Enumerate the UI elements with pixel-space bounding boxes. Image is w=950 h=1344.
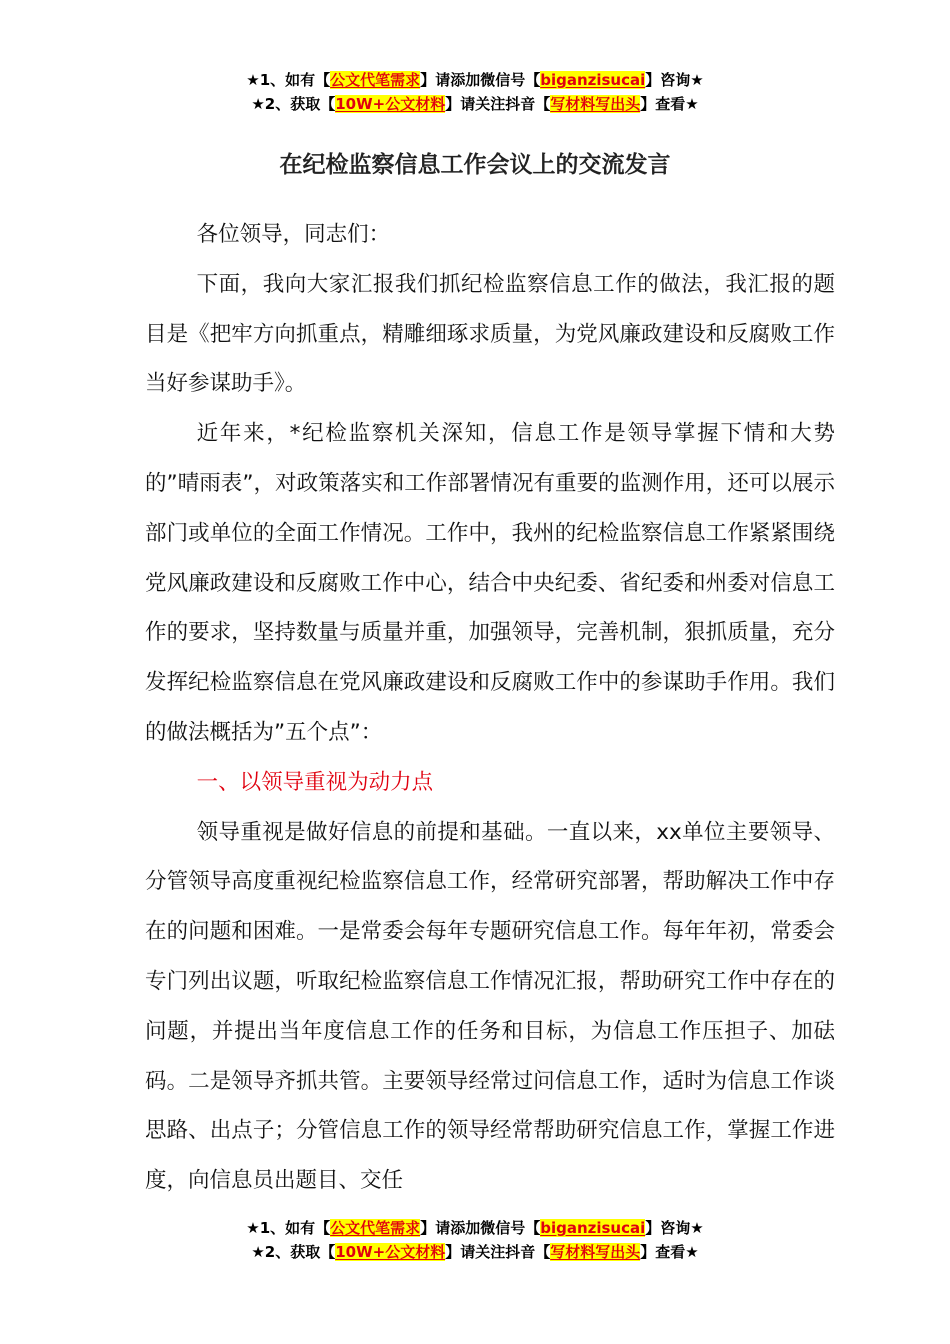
greeting: 各位领导，同志们： xyxy=(196,222,391,247)
document-title: 在纪检监察信息工作会议上的交流发言 xyxy=(279,152,671,178)
paragraph: 下面，我向大家汇报我们抓纪检监察信息工作的做法，我汇报的题目是《把牢方向抓重点，精雕细琢求质量，为党风廉政建设和反腐败工作当好参谋助手》。 xyxy=(145,271,835,397)
banner-text: 】请关注抖音【 xyxy=(445,95,551,113)
bottom-banner xyxy=(0,1216,950,1264)
banner-text: ★2、获取【 xyxy=(251,1243,336,1261)
banner-highlight: 公文代笔需求 xyxy=(330,1219,421,1237)
banner-text: 】请添加微信号【 xyxy=(420,1219,541,1237)
douyin-account-highlight: 写材料写出头 xyxy=(550,95,641,113)
banner-text: 】请关注抖音【 xyxy=(445,1243,551,1261)
document-body xyxy=(145,210,835,1206)
banner-highlight: 公文代笔需求 xyxy=(330,71,421,89)
banner-highlight: 10W+公文材料 xyxy=(335,95,446,113)
wechat-id-highlight: biganzisucai xyxy=(540,71,646,89)
douyin-account-highlight: 写材料写出头 xyxy=(550,1243,641,1261)
banner-text: ★1、如有【 xyxy=(246,1219,331,1237)
banner-text: ★1、如有【 xyxy=(246,71,331,89)
banner-line-1 xyxy=(0,1216,950,1240)
banner-text: 】咨询★ xyxy=(645,1219,704,1237)
banner-text: ★2、获取【 xyxy=(251,95,336,113)
top-banner xyxy=(0,68,950,116)
section-heading: 一、以领导重视为动力点 xyxy=(196,769,434,795)
paragraph: 领导重视是做好信息的前提和基础。一直以来，xx单位主要领导、分管领导高度重视纪检监察信息工作，经常研究部署，帮助解决工作中存在的问题和困难。一是常委会每年专题研究信息工作。每年年初，常委会专门列出议题，听取纪检监察信息工作情况汇报，帮助研究工作中存在的问题，并提出当年度信息工作的任务和目标，为信息工作压担子、加砝码。二是领导齐抓共管。主要领导经常过问信息工作，适时为信息工作谈思路、出点子；分管信息工作的领导经常帮助研究信息工作，掌握工作进度，向信息员出题目、交任 xyxy=(145,819,835,1194)
banner-text: 】查看★ xyxy=(640,95,699,113)
banner-line-1 xyxy=(0,68,950,92)
paragraph: 近年来，*纪检监察机关深知，信息工作是领导掌握下情和大势的”晴雨表”，对政策落实和工作部署情况有重要的监测作用，还可以展示部门或单位的全面工作情况。工作中，我州的纪检监察信息工作紧紧围绕党风廉政建设和反腐败工作中心，结合中央纪委、省纪委和州委对信息工作的要求，坚持数量与质量并重，加强领导，完善机制，狠抓质量，充分发挥纪检监察信息在党风廉政建设和反腐败工作中的参谋助手作用。我们的做法概括为”五个点”： xyxy=(145,421,835,745)
banner-text: 】请添加微信号【 xyxy=(420,71,541,89)
banner-line-2 xyxy=(0,1240,950,1264)
banner-highlight: 10W+公文材料 xyxy=(335,1243,446,1261)
banner-text: 】查看★ xyxy=(640,1243,699,1261)
banner-text: 】咨询★ xyxy=(645,71,704,89)
wechat-id-highlight: biganzisucai xyxy=(540,1219,646,1237)
banner-line-2 xyxy=(0,92,950,116)
